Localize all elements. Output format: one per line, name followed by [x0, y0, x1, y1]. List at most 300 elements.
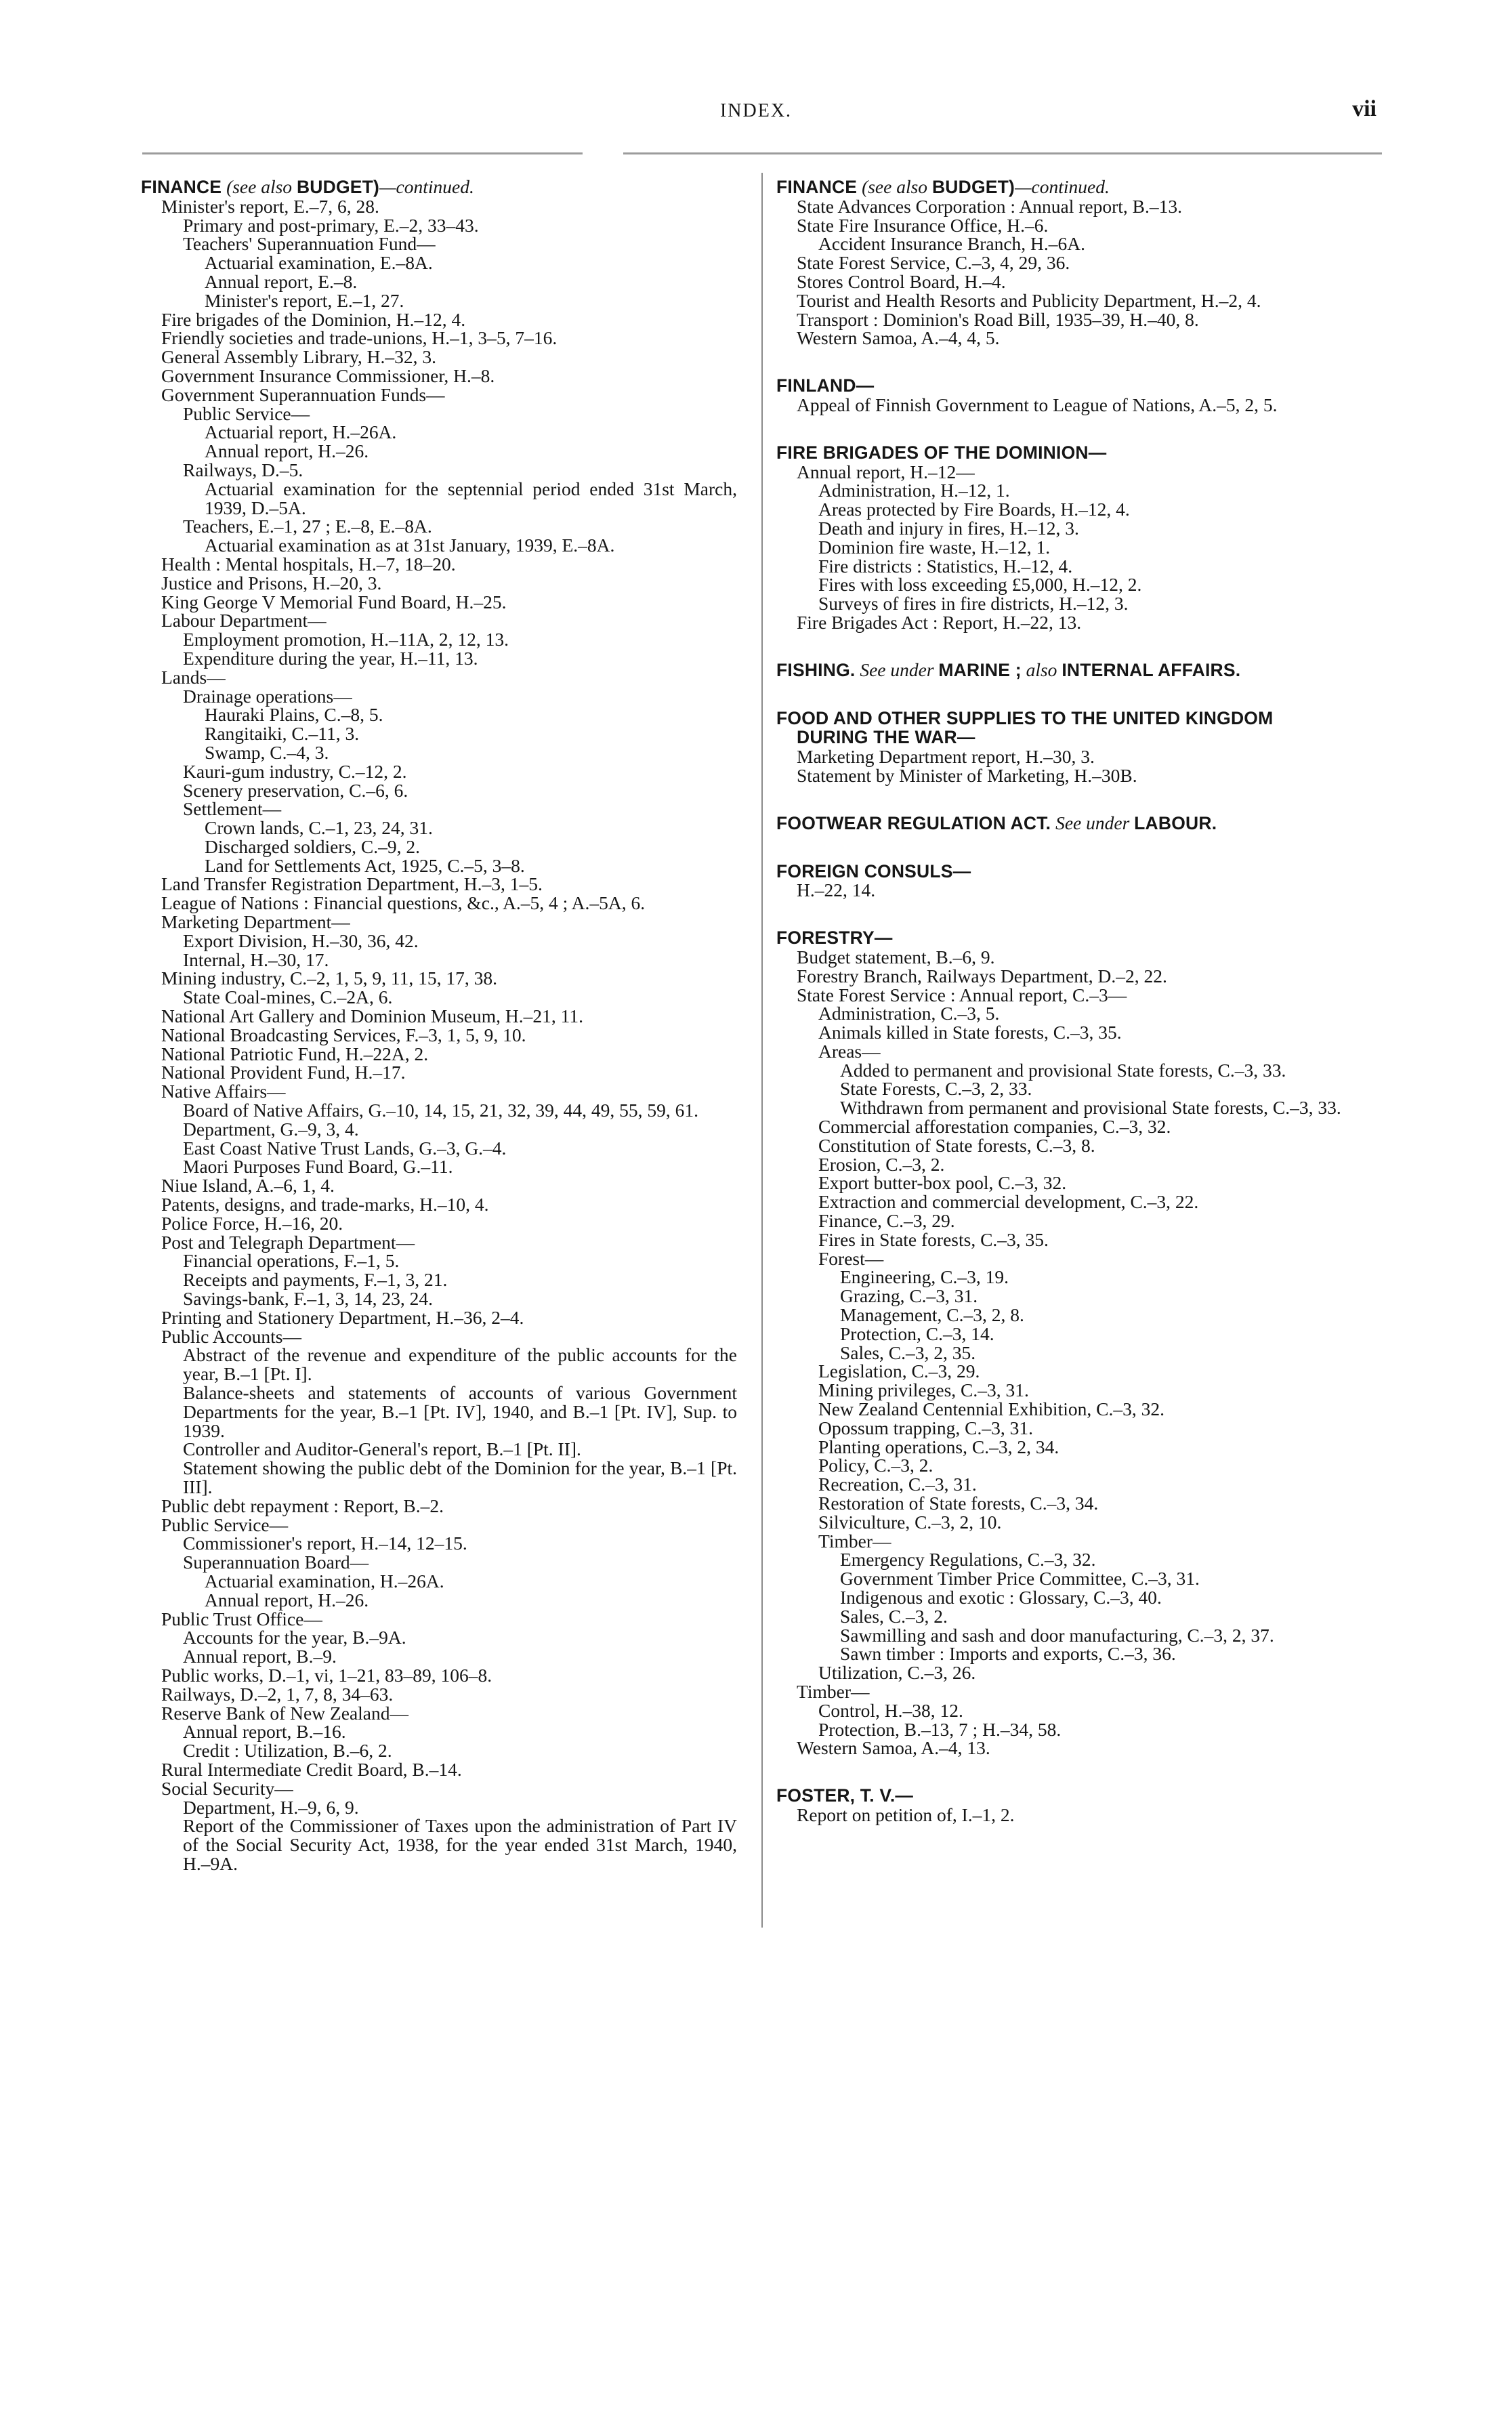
index-entry: [141, 856, 737, 875]
index-entry: [776, 1400, 1379, 1419]
page-header: [0, 96, 1512, 130]
entry-text: Abstract of the revenue and expenditure of the public accounts for the year, B.–1 [Pt. I].: [183, 1344, 737, 1385]
index-entry: [141, 1233, 737, 1252]
heading-term: FISHING.: [776, 659, 856, 680]
entry-text: Protection, B.–13, 7 ; H.–34, 58.: [818, 1718, 1062, 1740]
index-entry: [141, 1591, 737, 1610]
index-entry: [141, 799, 737, 818]
index-entry: [776, 1626, 1379, 1645]
index-entry: [141, 649, 737, 668]
index-entry: [776, 1362, 1379, 1381]
entry-text: Actuarial report, H.–26A.: [205, 421, 397, 443]
entry-text: Fire districts : Statistics, H.–12, 4.: [818, 555, 1073, 577]
index-entry: [141, 1459, 737, 1497]
entry-text: Indigenous and exotic : Glossary, C.–3, 40.: [840, 1587, 1162, 1608]
index-entry: [776, 1682, 1379, 1701]
entry-text: Labour Department—: [161, 610, 327, 631]
entry-text: Rangitaiki, C.–11, 3.: [205, 723, 360, 745]
index-entry: [141, 762, 737, 781]
index-entry: [776, 310, 1379, 329]
index-entry: [776, 594, 1379, 613]
entry-text: State Forest Service, C.–3, 4, 29, 36.: [797, 252, 1070, 274]
entry-text: Utilization, C.–3, 26.: [818, 1662, 976, 1684]
index-entry: [141, 705, 737, 724]
entry-text: Export Division, H.–30, 36, 42.: [183, 930, 419, 951]
entry-text: Department, G.–9, 3, 4.: [183, 1118, 359, 1140]
entry-text: Justice and Prisons, H.–20, 3.: [161, 572, 382, 594]
index-entry: [776, 481, 1379, 500]
index-entry: [141, 630, 737, 649]
index-entry: [776, 1739, 1379, 1758]
entry-text: Hauraki Plains, C.–8, 5.: [205, 704, 383, 726]
entry-text: Financial operations, F.–1, 5.: [183, 1250, 400, 1272]
entry-text: Fire Brigades Act : Report, H.–22, 13.: [797, 611, 1082, 633]
entry-text: Fire brigades of the Dominion, H.–12, 4.: [161, 308, 466, 330]
entry-text: Board of Native Affairs, G.–10, 14, 15, 21, 32, 39, 44, 49, 55, 59, 61.: [183, 1100, 699, 1121]
entry-text: Timber—: [797, 1680, 870, 1702]
entry-text: Forest—: [818, 1247, 884, 1269]
index-entry: [141, 1704, 737, 1723]
index-entry: [141, 1120, 737, 1139]
cross-ref-note: See under: [1055, 812, 1130, 833]
index-entry: [776, 291, 1379, 310]
heading-term: FINANCE: [776, 177, 858, 197]
index-entry: [776, 1230, 1379, 1249]
index-entry: [141, 1610, 737, 1629]
index-entry: [776, 967, 1379, 986]
entry-text: Marketing Department—: [161, 911, 350, 933]
index-entry: [776, 1155, 1379, 1174]
entry-text: League of Nations : Financial questions, &c., A.–5, 4 ; A.–5A, 6.: [161, 892, 646, 914]
index-entry: [141, 1816, 737, 1873]
index-entry: [141, 1007, 737, 1026]
entry-text: Swamp, C.–4, 3.: [205, 741, 329, 763]
entry-text: Railways, D.–5.: [183, 459, 303, 480]
index-entry: [141, 1722, 737, 1741]
entry-text: Crown lands, C.–1, 23, 24, 31.: [205, 817, 433, 839]
index-entry: [141, 1553, 737, 1572]
index-entry: [141, 1195, 737, 1214]
index-entry: [776, 1644, 1379, 1663]
entry-text: Department, H.–9, 6, 9.: [183, 1796, 359, 1818]
index-entry: [141, 781, 737, 800]
entry-text: Internal, H.–30, 17.: [183, 949, 329, 970]
index-entry: [776, 538, 1379, 557]
index-entry: [776, 1456, 1379, 1475]
index-entry: [776, 1475, 1379, 1494]
entry-text: Scenery preservation, C.–6, 6.: [183, 779, 408, 801]
index-heading: [776, 862, 1379, 881]
index-entry: [141, 383, 737, 405]
index-entry: [776, 1494, 1379, 1513]
index-entry: [141, 253, 737, 272]
entry-text: Dominion fire waste, H.–12, 1.: [818, 536, 1051, 558]
entry-text: Opossum trapping, C.–3, 31.: [818, 1417, 1034, 1438]
entry-text: Public Trust Office—: [161, 1608, 322, 1629]
index-entry: [776, 463, 1379, 482]
entry-text: Actuarial examination, E.–8A.: [205, 252, 433, 274]
index-entry: [776, 519, 1379, 538]
entry-text: Patents, designs, and trade-marks, H.–10, 4.: [161, 1194, 489, 1215]
entry-text: H.–22, 14.: [797, 879, 876, 901]
index-entry: [141, 1666, 737, 1685]
index-entry: [776, 234, 1379, 253]
index-entry: [776, 557, 1379, 576]
index-entry: [776, 766, 1379, 785]
index-entry: [141, 1628, 737, 1647]
entry-spacer: [776, 833, 1379, 862]
entry-text: Added to permanent and provisional State forests, C.–3, 33.: [840, 1059, 1286, 1081]
index-entry: [776, 1381, 1379, 1400]
index-entry: [141, 1497, 737, 1516]
entry-text: Protection, C.–3, 14.: [840, 1323, 994, 1344]
entry-text: Timber—: [818, 1530, 891, 1552]
heading-term: FOOTWEAR REGULATION ACT.: [776, 812, 1051, 833]
entry-text: Stores Control Board, H.–4.: [797, 270, 1006, 292]
index-heading: [776, 443, 1379, 463]
entry-text: Mining privileges, C.–3, 31.: [818, 1379, 1029, 1401]
index-entry: [141, 555, 737, 574]
index-entry: [141, 743, 737, 762]
entry-text: Sales, C.–3, 2.: [840, 1605, 948, 1627]
entry-text: Surveys of fires in fire districts, H.–12, 3.: [818, 593, 1129, 615]
index-entry: [141, 536, 737, 555]
cross-ref-term: MARINE ;: [938, 659, 1022, 680]
index-entry: [141, 913, 737, 932]
index-entry: [776, 986, 1379, 1005]
entry-text: Statement showing the public debt of the Dominion for the year, B.–1 [Pt. III].: [183, 1457, 737, 1497]
entry-text: State Forest Service : Annual report, C.–3—: [797, 984, 1127, 1005]
cross-ref-term: BUDGET): [931, 177, 1015, 197]
entry-text: Employment promotion, H.–11A, 2, 12, 13.: [183, 629, 509, 650]
entry-text: Silviculture, C.–3, 2, 10.: [818, 1511, 1002, 1533]
entry-text: Annual report, H.–26.: [205, 1589, 369, 1610]
cross-ref-note: See under: [860, 659, 934, 680]
entry-text: Restoration of State forests, C.–3, 34.: [818, 1493, 1099, 1514]
index-entry: [776, 1419, 1379, 1438]
index-entry: [141, 1214, 737, 1233]
index-entry: [141, 1176, 737, 1195]
entry-text: Native Affairs—: [161, 1081, 286, 1102]
index-heading: [776, 928, 1379, 948]
index-heading: [776, 376, 1379, 396]
index-entry: [141, 1346, 737, 1384]
entry-text: Commercial afforestation companies, C.–3, 32.: [818, 1116, 1171, 1138]
entry-text: Areas protected by Fire Boards, H.–12, 4.: [818, 499, 1130, 520]
entry-text: State Coal-mines, C.–2A, 6.: [183, 986, 393, 1008]
index-entry: [776, 1438, 1379, 1457]
index-entry: [776, 197, 1379, 216]
entry-text: Reserve Bank of New Zealand—: [161, 1702, 409, 1724]
entry-text: Public Service—: [161, 1514, 289, 1535]
index-entry: [776, 500, 1379, 519]
index-entry: [141, 1063, 737, 1082]
index-entry: [141, 1101, 737, 1120]
index-entry: [141, 1384, 737, 1440]
index-entry: [141, 574, 737, 593]
entry-text: East Coast Native Trust Lands, G.–3, G.–4.: [183, 1137, 507, 1159]
index-entry: [141, 272, 737, 291]
index-entry: [776, 948, 1379, 967]
heading-term: FINLAND—: [776, 375, 875, 396]
index-entry: [776, 1136, 1379, 1155]
entry-text: Expenditure during the year, H.–11, 13.: [183, 647, 478, 669]
index-entry: [141, 932, 737, 951]
entry-text: Annual report, H.–26.: [205, 440, 369, 462]
index-entry: [141, 724, 737, 743]
heading-term: FORESTRY—: [776, 928, 893, 949]
index-entry: [776, 253, 1379, 272]
index-entry: [141, 1779, 737, 1798]
index-entry: [141, 1760, 737, 1779]
entry-text: Death and injury in fires, H.–12, 3.: [818, 517, 1079, 539]
index-entry: [776, 1211, 1379, 1230]
index-entry: [776, 881, 1379, 900]
entry-text: Primary and post-primary, E.–2, 33–43.: [183, 214, 479, 236]
entry-text: Finance, C.–3, 29.: [818, 1210, 955, 1232]
entry-text: Annual report, E.–8.: [205, 270, 358, 292]
index-entry: [141, 611, 737, 630]
entry-text: Land for Settlements Act, 1925, C.–5, 3–8.: [205, 854, 525, 876]
entry-text: Western Samoa, A.–4, 13.: [797, 1737, 990, 1759]
index-entry: [776, 329, 1379, 348]
entry-text: Withdrawn from permanent and provisional State forests, C.–3, 33.: [840, 1097, 1341, 1119]
entry-text: Public Service—: [183, 402, 310, 424]
index-entry: [141, 1289, 737, 1308]
index-entry: [776, 1079, 1379, 1098]
entry-text: Credit : Utilization, B.–6, 2.: [183, 1740, 392, 1762]
index-entry: [776, 1720, 1379, 1739]
entry-text: Accounts for the year, B.–9A.: [183, 1627, 406, 1648]
index-entry: [141, 1741, 737, 1760]
index-entry: [776, 1513, 1379, 1532]
entry-text: Discharged soldiers, C.–9, 2.: [205, 835, 420, 857]
entry-text: Superannuation Board—: [183, 1552, 369, 1573]
entry-text: Printing and Stationery Department, H.–36, 2–4.: [161, 1306, 524, 1328]
entry-spacer: [776, 785, 1379, 814]
entry-text: National Provident Fund, H.–17.: [161, 1062, 406, 1083]
header-rule-left: [142, 152, 583, 154]
entry-text: Administration, H.–12, 1.: [818, 480, 1010, 501]
index-entry: [141, 197, 737, 216]
entry-text: Tourist and Health Resorts and Publicity Department, H.–2, 4.: [797, 289, 1261, 311]
index-heading: [776, 178, 1379, 197]
entry-text: Legislation, C.–3, 29.: [818, 1360, 980, 1382]
entry-text: Kauri-gum industry, C.–12, 2.: [183, 760, 407, 782]
entry-spacer: [776, 680, 1379, 709]
entry-text: Public Accounts—: [161, 1325, 302, 1347]
index-entry: [776, 1042, 1379, 1061]
index-entry: [776, 1344, 1379, 1363]
entry-text: Savings-bank, F.–1, 3, 14, 23, 24.: [183, 1288, 434, 1310]
entry-text: Niue Island, A.–6, 1, 4.: [161, 1175, 335, 1197]
entry-text: Engineering, C.–3, 19.: [840, 1266, 1009, 1288]
index-entry: [141, 1026, 737, 1045]
entry-text: Teachers' Superannuation Fund—: [183, 233, 436, 255]
index-entry: [776, 613, 1379, 632]
index-entry: [141, 310, 737, 329]
entry-text: Minister's report, E.–1, 27.: [205, 289, 404, 311]
index-entry: [141, 517, 737, 536]
entry-text: Health : Mental hospitals, H.–7, 18–20.: [161, 553, 456, 575]
entry-text: Western Samoa, A.–4, 4, 5.: [797, 327, 1000, 349]
index-entry: [141, 1251, 737, 1270]
continued-label: —continued.: [379, 176, 474, 197]
heading-term: DURING THE WAR—: [797, 727, 975, 748]
index-entry: [141, 1685, 737, 1704]
index-entry: [141, 1327, 737, 1346]
entry-text: Police Force, H.–16, 20.: [161, 1212, 343, 1234]
entry-text: Teachers, E.–1, 27 ; E.–8, E.–8A.: [183, 516, 432, 537]
entry-text: Areas—: [818, 1040, 881, 1062]
index-entry: [141, 1157, 737, 1176]
heading-term: FIRE BRIGADES OF THE DOMINION—: [776, 442, 1107, 463]
index-heading: [776, 814, 1379, 833]
index-entry: [141, 593, 737, 612]
heading-term: FINANCE: [141, 177, 222, 197]
entry-text: Forestry Branch, Railways Department, D.–2, 22.: [797, 965, 1167, 986]
index-entry: [141, 668, 737, 687]
index-entry: [141, 1516, 737, 1535]
entry-text: Grazing, C.–3, 31.: [840, 1285, 978, 1307]
column-divider: [761, 173, 763, 1928]
page-number: vii: [1352, 96, 1377, 121]
index-entry: [141, 442, 737, 461]
index-entry: [776, 272, 1379, 291]
entry-text: Maori Purposes Fund Board, G.–11.: [183, 1156, 453, 1178]
cross-ref-note: (see also: [862, 176, 928, 197]
index-entry: [776, 1806, 1379, 1825]
index-entry: [141, 480, 737, 518]
entry-text: Policy, C.–3, 2.: [818, 1455, 933, 1476]
index-entry: [776, 1532, 1379, 1551]
index-entry: [141, 1572, 737, 1591]
entry-text: Controller and Auditor-General's report, B.–1 [Pt. II].: [183, 1438, 581, 1460]
entry-text: Erosion, C.–3, 2.: [818, 1153, 945, 1175]
index-entry: [776, 1249, 1379, 1268]
entry-text: Actuarial examination as at 31st January, 1939, E.–8A.: [205, 535, 615, 556]
entry-text: Social Security—: [161, 1777, 293, 1799]
index-heading: [776, 709, 1379, 728]
entry-text: Mining industry, C.–2, 1, 5, 9, 11, 15, 17, 38.: [161, 968, 498, 989]
entry-text: New Zealand Centennial Exhibition, C.–3, 32.: [818, 1398, 1164, 1420]
entry-text: Public works, D.–1, vi, 1–21, 83–89, 106–8.: [161, 1664, 492, 1686]
cross-ref-term: INTERNAL AFFAIRS.: [1062, 659, 1241, 680]
entry-text: Settlement—: [183, 798, 282, 820]
index-heading: [776, 728, 1379, 747]
entry-text: National Broadcasting Services, F.–3, 1, 5, 9, 10.: [161, 1024, 526, 1045]
entry-text: Actuarial examination for the septennial period ended 31st March, 1939, D.–5A.: [205, 478, 737, 518]
entry-text: Receipts and payments, F.–1, 3, 21.: [183, 1269, 448, 1291]
index-entry: [141, 837, 737, 856]
entry-text: General Assembly Library, H.–32, 3.: [161, 346, 437, 368]
index-entry: [141, 1270, 737, 1289]
index-entry: [776, 1569, 1379, 1588]
entry-text: Administration, C.–3, 5.: [818, 1003, 1000, 1024]
index-entry: [141, 291, 737, 310]
index-entry: [141, 988, 737, 1007]
entry-text: Government Timber Price Committee, C.–3, 31.: [840, 1568, 1200, 1589]
entry-text: Constitution of State forests, C.–3, 8.: [818, 1134, 1095, 1156]
entry-text: Public debt repayment : Report, B.–2.: [161, 1495, 444, 1516]
entry-text: Report of the Commissioner of Taxes upon the administration of Part IV of the Social Security Act, 1938, for the year ended 31st March, 1940, H.–9A.: [183, 1815, 737, 1874]
index-entry: [141, 329, 737, 348]
entry-text: Fires in State forests, C.–3, 35.: [818, 1228, 1049, 1250]
entry-text: Control, H.–38, 12.: [818, 1699, 963, 1721]
entry-text: National Art Gallery and Dominion Museum, H.–21, 11.: [161, 1005, 583, 1027]
index-heading: [141, 178, 737, 197]
entry-text: State Fire Insurance Office, H.–6.: [797, 214, 1049, 236]
entry-text: Land Transfer Registration Department, H.–3, 1–5.: [161, 873, 543, 895]
entry-text: Animals killed in State forests, C.–3, 35.: [818, 1022, 1122, 1043]
continued-label: —continued.: [1015, 176, 1110, 197]
index-entry: [776, 1325, 1379, 1344]
index-entry: [776, 1550, 1379, 1569]
entry-text: Drainage operations—: [183, 685, 352, 707]
entry-text: Export butter-box pool, C.–3, 32.: [818, 1172, 1067, 1194]
entry-spacer: [776, 632, 1379, 661]
index-entry: [776, 1287, 1379, 1306]
index-entry: [141, 234, 737, 253]
index-entry: [141, 951, 737, 970]
index-entry: [141, 1308, 737, 1327]
entry-text: Lands—: [161, 666, 226, 688]
index-entry: [776, 1588, 1379, 1607]
entry-text: Emergency Regulations, C.–3, 32.: [840, 1549, 1096, 1571]
entry-text: State Forests, C.–3, 2, 33.: [840, 1078, 1032, 1100]
index-entry: [776, 1192, 1379, 1211]
header-rule-right: [623, 152, 1382, 154]
entry-text: Government Insurance Commissioner, H.–8.: [161, 365, 495, 386]
index-entry: [141, 969, 737, 988]
entry-text: Post and Telegraph Department—: [161, 1231, 415, 1253]
index-entry: [141, 1647, 737, 1666]
entry-text: Budget statement, B.–6, 9.: [797, 946, 995, 968]
index-entry: [141, 687, 737, 706]
running-title: INDEX.: [719, 100, 793, 121]
entry-text: Recreation, C.–3, 31.: [818, 1474, 977, 1495]
entry-text: Actuarial examination, H.–26A.: [205, 1570, 444, 1592]
index-entry: [776, 747, 1379, 766]
entry-spacer: [776, 1758, 1379, 1786]
index-entry: [776, 1117, 1379, 1136]
index-entry: [141, 894, 737, 913]
entry-spacer: [776, 415, 1379, 443]
index-entry: [776, 1306, 1379, 1325]
heading-term: FOOD AND OTHER SUPPLIES TO THE UNITED KINGDOM: [776, 707, 1274, 728]
index-entry: [141, 216, 737, 235]
entry-text: Marketing Department report, H.–30, 3.: [797, 746, 1095, 768]
index-entry: [141, 1082, 737, 1101]
entry-text: Report on petition of, I.–1, 2.: [797, 1804, 1015, 1825]
cross-ref-term: BUDGET): [296, 177, 380, 197]
index-heading: [776, 1786, 1379, 1806]
index-entry: [776, 1268, 1379, 1287]
entry-text: State Advances Corporation : Annual report, B.–13.: [797, 195, 1183, 217]
entry-text: Accident Insurance Branch, H.–6A.: [818, 233, 1086, 255]
entry-text: Extraction and commercial development, C.–3, 22.: [818, 1191, 1199, 1213]
index-column-left: [141, 178, 737, 1873]
entry-text: Railways, D.–2, 1, 7, 8, 34–63.: [161, 1683, 394, 1705]
index-entry: [776, 1023, 1379, 1042]
entry-text: Rural Intermediate Credit Board, B.–14.: [161, 1758, 462, 1780]
entry-text: Fires with loss exceeding £5,000, H.–12, 2.: [818, 574, 1142, 596]
entry-spacer: [776, 348, 1379, 376]
index-entry: [776, 575, 1379, 594]
entry-text: Appeal of Finnish Government to League of Nations, A.–5, 2, 5.: [797, 394, 1278, 415]
entry-text: Planting operations, C.–3, 2, 34.: [818, 1436, 1059, 1457]
index-entry: [776, 1607, 1379, 1626]
